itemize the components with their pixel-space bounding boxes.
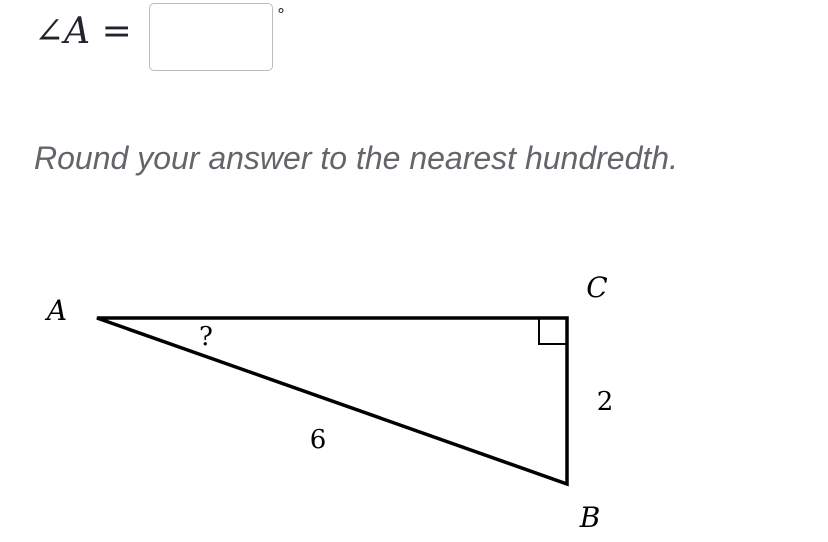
vertex-label-a: A (46, 294, 68, 327)
vertex-label-c: C (586, 271, 608, 304)
side-bc-length-label: 2 (596, 387, 614, 417)
degree-symbol: ° (277, 5, 285, 24)
angle-symbol: ∠ (34, 11, 65, 52)
rounding-instruction: Round your answer to the nearest hundredth. (34, 140, 678, 176)
equals-sign: = (101, 11, 132, 52)
angle-name: A (64, 11, 91, 52)
hypotenuse-length-label: 6 (309, 425, 327, 455)
vertex-label-b: B (579, 501, 601, 534)
triangle-outline (97, 318, 567, 484)
unknown-angle-label: ? (199, 322, 213, 352)
right-angle-marker (539, 318, 567, 344)
